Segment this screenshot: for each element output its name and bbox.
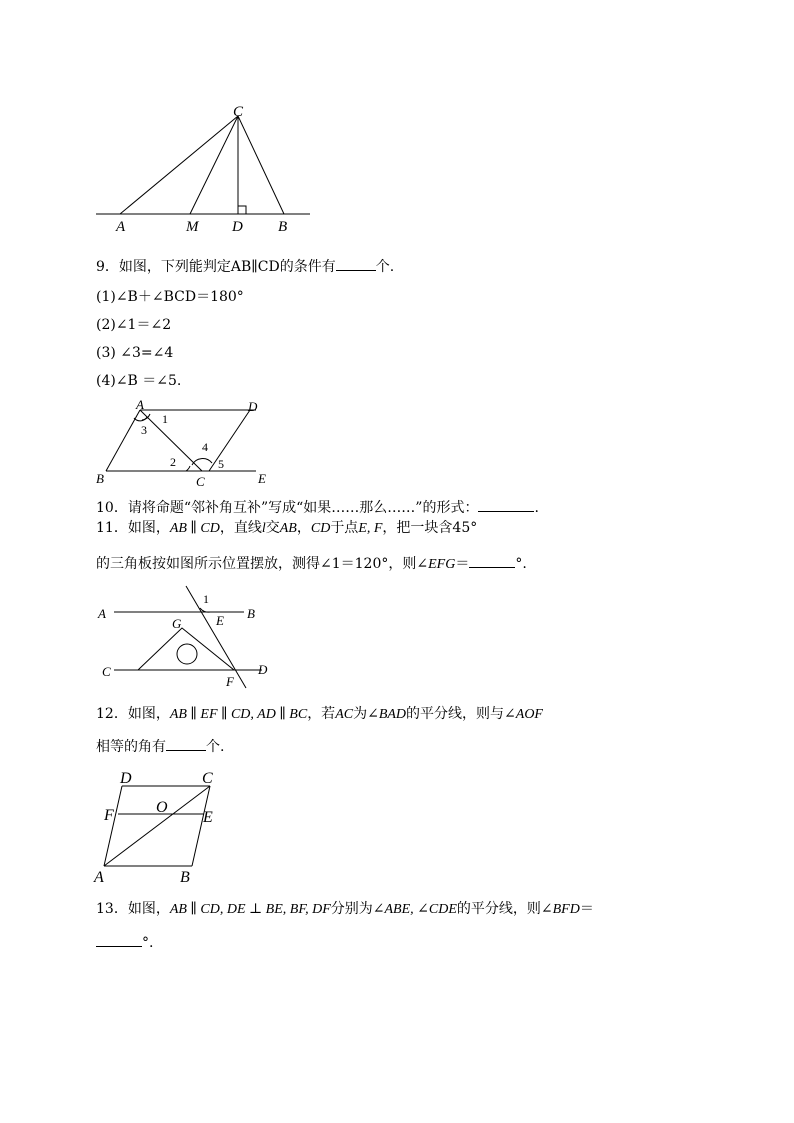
q10-suffix: . [534,500,539,516]
q11-label-e: E [216,613,224,628]
q9-label-d: D [248,399,258,414]
q9-label-e: E [258,471,266,486]
q11-label-b: B [247,606,255,621]
q12-answer-blank[interactable] [166,736,206,751]
label-d: D [232,219,243,235]
q11-text-f: ，把一块含45° [382,520,478,536]
q12-label-o: O [156,799,168,816]
q12-label-e: E [203,809,213,826]
q11-math-ab: AB [279,521,297,536]
q9-angle-3: 3 [141,423,147,437]
q11-text-i: °. [515,556,527,572]
q10-answer-blank[interactable] [478,497,534,512]
q12-math-parallel: AB ∥ EF ∥ CD, AD ∥ BC [169,707,308,722]
q11-text-g: 的三角板按如图所示位置摆放，测得∠1＝120°，则∠ [96,556,429,572]
q12-label-f: F [104,807,114,824]
q12-math-aof: AOF [515,707,543,722]
q13-line2 [96,932,153,953]
q13-text-b: 分别为∠ [330,901,385,917]
q11-math-parallel: AB ∥ CD [169,521,220,536]
q13-text-c: 的平分线，则∠ [456,901,553,917]
q13-text-d: ＝ [579,901,594,917]
q9-option-4: (4)∠B ＝∠5. [96,373,182,389]
q11-line1 [96,518,477,539]
q9-answer-blank[interactable] [336,256,376,271]
q9-stem-suffix: 个. [375,259,395,275]
q11-text-a: 11．如图， [96,520,170,536]
q11-math-ef: E, F [358,521,383,536]
q12-text-a: 12．如图， [96,706,170,722]
q12-text-c: 为∠ [353,706,379,722]
figure-q12-parallelogram [90,762,230,888]
q9-angle-1: 1 [162,412,168,426]
q10-stem [96,497,539,518]
q11-text-e: 于点 [330,520,359,536]
q12-math-bad: BAD [378,707,407,722]
q11-label-f: F [226,674,234,689]
q9-angle-2: 2 [170,455,176,469]
q11-text-b: ，直线 [219,520,262,536]
q11-text-c: 交 [265,520,280,536]
q11-math-cd: CD [310,521,331,536]
q9-option-1: (1)∠B＋∠BCD＝180° [96,289,244,305]
q12-label-d: D [120,770,132,787]
label-b: B [278,219,288,235]
label-a: A [116,219,126,235]
q13-text-a: 13．如图， [96,901,170,917]
q12-text-e: 相等的角有 [96,739,166,755]
label-m: M [186,219,199,235]
figure-triangle-acb [90,96,320,241]
q13-text-e: °. [142,935,154,951]
q11-math-efg: EFG [428,557,456,572]
q12-label-a: A [94,869,104,886]
label-c: C [233,104,244,120]
q12-line1 [96,704,543,725]
q11-label-d: D [258,662,268,677]
q9-option-3: (3) ∠3=∠4 [96,345,174,361]
q12-math-ac: AC [335,707,354,722]
q12-label-c: C [202,770,213,787]
q9-label-c: C [196,474,205,489]
q12-text-b: ，若 [307,706,336,722]
q13-answer-blank[interactable] [96,932,142,947]
figure-q9-parallelogram [90,396,280,490]
q9-option-2: (2)∠1＝∠2 [96,317,172,333]
q10-prefix: 10．请将命题“邻补角互补”写成“如果……那么……”的形式： [96,500,479,516]
q9-label-a: A [136,397,144,412]
q11-text-h: ＝ [455,556,470,572]
q13-math-angles: ABE, ∠CDE [384,902,457,917]
q9-angle-5: 5 [218,457,224,471]
q9-stem-prefix: 9．如图，下列能判定AB∥CD的条件有 [96,259,336,275]
q11-line2 [96,553,527,575]
q11-angle-1: 1 [203,592,209,606]
q9-angle-4: 4 [202,440,208,454]
q11-label-g: G [172,616,182,631]
q9-stem [96,256,394,277]
q11-label-c: C [102,664,111,679]
q12-line2 [96,736,224,757]
q11-text-d: ， [296,520,311,536]
q12-text-d: 的平分线，则与∠ [406,706,516,722]
q12-text-f: 个. [206,739,225,755]
q11-answer-blank[interactable] [469,553,515,568]
q9-label-b: B [96,471,104,486]
q13-math-bfd: BFD [552,902,580,917]
q13-math-given: AB ∥ CD, DE ⊥ BE, BF, DF [169,902,331,917]
q12-label-b: B [180,869,190,886]
q11-math-l: l [261,521,266,536]
q11-label-a: A [98,606,106,621]
q13-line1 [96,899,594,920]
figure-q11-triangle-ruler [94,584,284,696]
